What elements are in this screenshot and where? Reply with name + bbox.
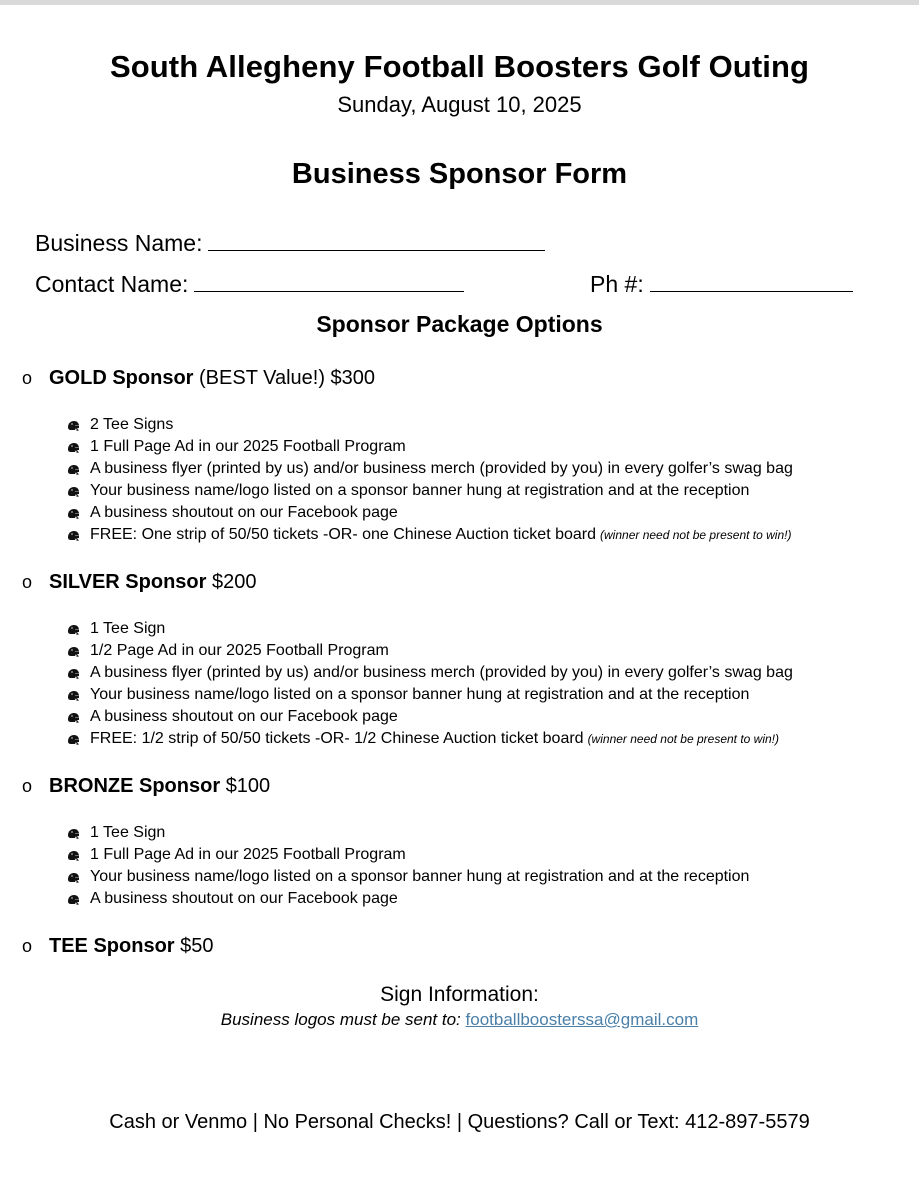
football-helmet-icon	[66, 826, 80, 840]
fine-print: (winner need not be present to win!)	[600, 528, 792, 542]
benefit-text: 1 Full Page Ad in our 2025 Football Program	[90, 846, 406, 863]
football-helmet-icon	[66, 732, 80, 746]
list-item	[66, 662, 793, 684]
football-helmet-icon	[66, 848, 80, 862]
tier-price: (BEST Value!) $300	[199, 367, 376, 389]
benefit-text: Your business name/logo listed on a sponsor banner hung at registration and at the reception	[90, 482, 750, 499]
benefit-text: FREE: One strip of 50/50 tickets -OR- one Chinese Auction ticket board	[90, 526, 597, 543]
benefit-text: 1 Tee Sign	[90, 620, 166, 637]
benefit-text: 1 Full Page Ad in our 2025 Football Program	[90, 438, 406, 455]
tier-checkbox-silver[interactable]: o	[22, 572, 33, 592]
football-helmet-icon	[66, 418, 80, 432]
list-item	[66, 844, 749, 866]
list-item	[66, 618, 793, 640]
tier-checkbox-bronze[interactable]: o	[22, 776, 33, 796]
logo-instructions	[0, 1010, 919, 1030]
tier-name: GOLD Sponsor	[49, 367, 194, 389]
bronze-benefits-list	[66, 822, 749, 910]
gold-benefits-list	[66, 414, 793, 546]
tier-price: $100	[225, 775, 271, 797]
football-helmet-icon	[66, 506, 80, 520]
tier-price: $200	[211, 571, 257, 593]
football-helmet-icon	[66, 870, 80, 884]
benefit-text: 2 Tee Signs	[90, 416, 174, 433]
football-helmet-icon	[66, 644, 80, 658]
list-item	[66, 866, 749, 888]
fine-print: (winner need not be present to win!)	[587, 732, 780, 746]
footer-payment-info: Cash or Venmo | No Personal Checks! | Questions? Call or Text: 412-897-5579	[109, 1111, 810, 1133]
benefit-text: A business shoutout on our Facebook page	[90, 708, 398, 725]
business-name-label: Business Name:	[35, 230, 203, 256]
tier-name: BRONZE Sponsor	[49, 775, 221, 797]
list-item	[66, 414, 793, 436]
business-name-row	[35, 228, 545, 257]
tier-checkbox-tee[interactable]: o	[22, 936, 33, 956]
football-helmet-icon	[66, 710, 80, 724]
football-helmet-icon	[66, 666, 80, 680]
list-item	[66, 684, 793, 706]
tier-name: SILVER Sponsor	[49, 571, 207, 593]
football-helmet-icon	[66, 462, 80, 476]
contact-name-row	[35, 269, 464, 298]
benefit-text: Your business name/logo listed on a sponsor banner hung at registration and at the reception	[90, 868, 750, 885]
contact-name-label: Contact Name:	[35, 271, 189, 297]
phone-line[interactable]	[650, 269, 853, 292]
tier-price: $50	[180, 935, 214, 957]
benefit-text: A business shoutout on our Facebook page	[90, 504, 398, 521]
football-helmet-icon	[66, 892, 80, 906]
list-item	[66, 436, 793, 458]
email-link[interactable]: footballboosterssa@gmail.com	[465, 1010, 699, 1029]
list-item	[66, 706, 793, 728]
benefit-text: FREE: 1/2 strip of 50/50 tickets -OR- 1/2 Chinese Auction ticket board	[90, 730, 584, 747]
phone-row	[590, 269, 853, 298]
tier-checkbox-gold[interactable]: o	[22, 368, 33, 388]
event-date: Sunday, August 10, 2025	[337, 92, 582, 117]
benefit-text: Your business name/logo listed on a sponsor banner hung at registration and at the reception	[90, 686, 750, 703]
list-item	[66, 822, 749, 844]
football-helmet-icon	[66, 622, 80, 636]
benefit-text: A business flyer (printed by us) and/or business merch (provided by you) in every golfer’s swag bag	[90, 460, 793, 477]
benefit-text: A business flyer (printed by us) and/or business merch (provided by you) in every golfer’s swag bag	[90, 664, 793, 681]
list-item	[66, 458, 793, 480]
tier-name: TEE Sponsor	[49, 935, 175, 957]
benefit-text: 1 Tee Sign	[90, 824, 166, 841]
football-helmet-icon	[66, 688, 80, 702]
tier-tee	[22, 935, 214, 958]
logo-instructions-text: Business logos must be sent to:	[220, 1010, 461, 1029]
football-helmet-icon	[66, 440, 80, 454]
phone-label: Ph #:	[590, 271, 644, 297]
list-item	[66, 888, 749, 910]
form-title: Business Sponsor Form	[291, 158, 628, 190]
list-item	[66, 728, 793, 750]
list-item	[66, 524, 793, 546]
list-item	[66, 480, 793, 502]
package-options-heading: Sponsor Package Options	[316, 311, 603, 337]
football-helmet-icon	[66, 484, 80, 498]
page-title: South Allegheny Football Boosters Golf Outing	[109, 49, 810, 84]
sign-info-title: Sign Information:	[380, 983, 539, 1006]
benefit-text: 1/2 Page Ad in our 2025 Football Program	[90, 642, 389, 659]
tier-bronze	[22, 775, 270, 798]
business-name-line[interactable]	[208, 228, 545, 251]
contact-name-line[interactable]	[194, 269, 464, 292]
tier-gold	[22, 367, 375, 390]
benefit-text: A business shoutout on our Facebook page	[90, 890, 398, 907]
silver-benefits-list	[66, 618, 793, 750]
tier-silver	[22, 571, 256, 594]
list-item	[66, 640, 793, 662]
list-item	[66, 502, 793, 524]
football-helmet-icon	[66, 528, 80, 542]
